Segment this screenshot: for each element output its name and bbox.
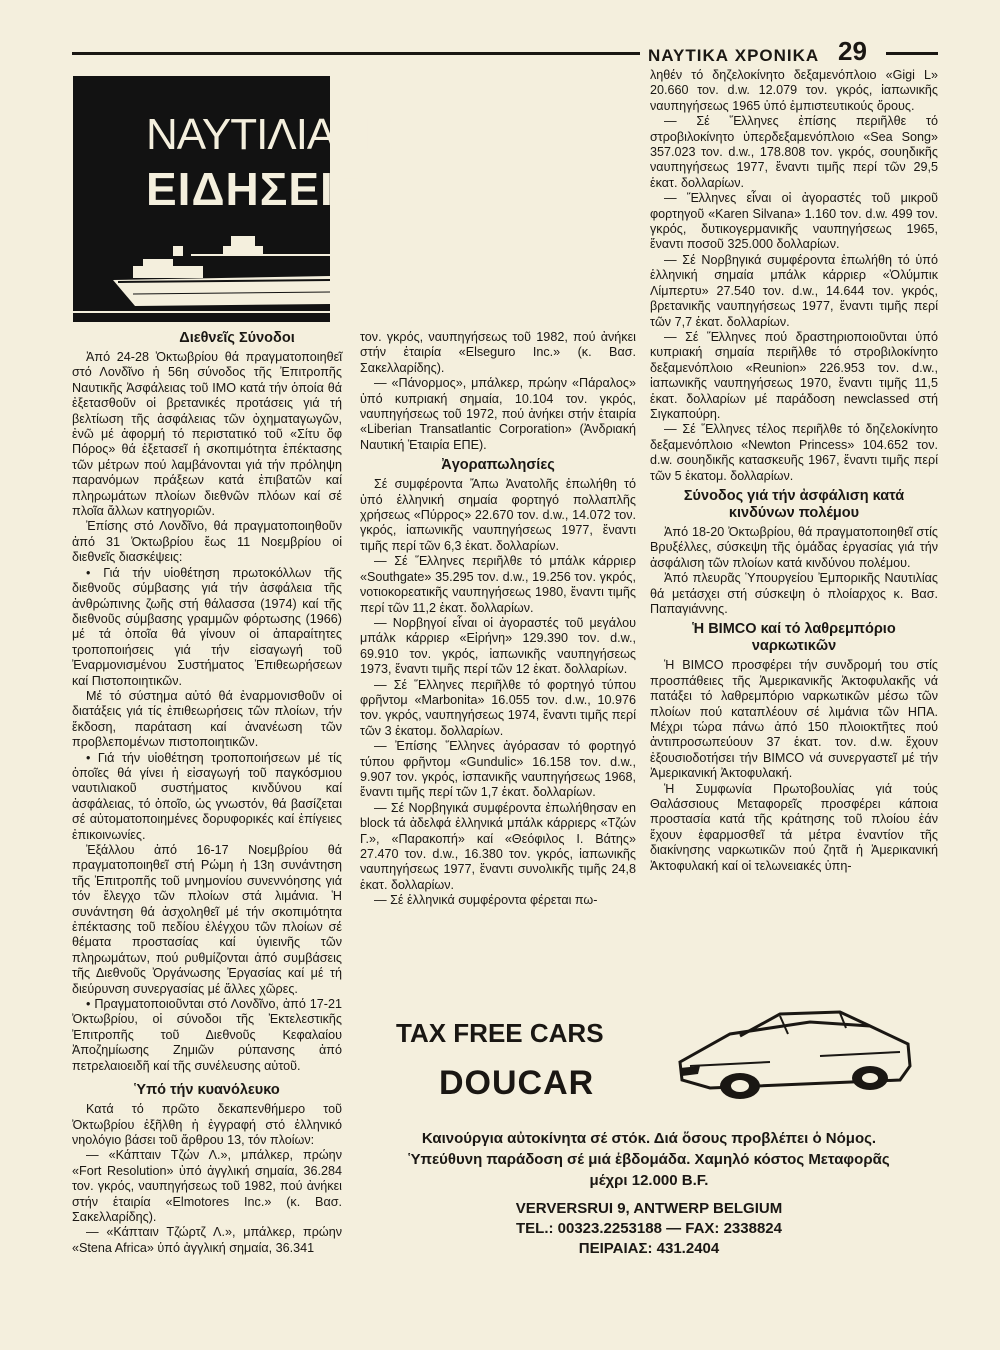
paragraph: • Πραγματοποιοῦνται στό Λονδῖνο, ἀπό 17-21 Ὀκτωβρίου, οἱ σύνοδοι τῆς Ἐκτελεστικῆς Ἐπιτροπῆς τοῦ Διεθνοῦς Κεφαλαίου Ἀποζημίωσης Ζημιῶν ρύπανσης ἀπό πετρελαιοειδῆ καί τῆς συνέλευσης αὐτοῦ. xyxy=(72,997,342,1073)
paragraph: Ἀπό 18-20 Ὀκτωβρίου, θά πραγματοποιηθεῖ στίς Βρυξέλλες, σύσκεψη τῆς ὁμάδας ἐργασίας γιά τήν ἀσφάλιση τῶν πλοίων κατά κινδύνου πολέμου. xyxy=(650,524,938,570)
paragraph: — Σέ Ἕλληνες ἐπίσης περιῆλθε τό στροβιλοκίνητο ὑπερδεξαμενόπλοιο «Sea Song» 357.023 τον. d.w., 178.808 τον. γκρός, σουηδικῆς ναυπηγήσεως 1977, ἔναντι τιμῆς περί τῶν 29,5 ἑκατ. δολλαρίων. xyxy=(650,114,938,190)
ad-line-3: μέχρι 12.000 B.F. xyxy=(589,1172,709,1189)
heading-sales-purchases: Ἀγοραπωλησίες xyxy=(441,457,555,474)
heading-bimco-drugs: Ἡ BIMCO καί τό λαθρεμπόριο ναρκωτικῶν xyxy=(692,621,896,655)
paragraph: — Σέ ἑλληνικά συμφέροντα φέρεται πω- xyxy=(374,893,598,908)
heading-war-risk-insurance: Σύνοδος γιά τήν ἀσφάλιση κατά κινδύνων πολέμου xyxy=(683,487,905,521)
paragraph: • Γιά τήν υἱοθέτηση πρωτοκόλλων τῆς διεθνοῦς σύμβασης γιά τήν ἀσφάλεια τῆς ἀνθρώπινης ζωῆς στή θάλασσα (1974) καί τῆς διεθνοῦς σύμβασης γραμμῶν φόρτωσης (1966) μέ τά ὁποῖα θά γίνουν οἱ ἀπαραίτητες τροποποιήσεις γιά τήν εἰσαγωγή τοῦ Ἐναρμονισμένου Συστήματος Ἐπιθεωρήσεων καί Πιστοποιητικῶν. xyxy=(72,565,342,688)
paragraph: Ἡ BIMCO προσφέρει τήν συνδρομή του στίς προσπάθειες τῆς Ἀμερικανικῆς Ἀκτοφυλακῆς νά πατάξει τό λαθρεμπόριο ναρκωτικῶν μέσω τῶν πλοίων πού καταπλέουν σέ λιμάνια τῶν ΗΠΑ. Μέχρι τώρα πάνω ἀπό 150 πλοιοκτῆτες πού ἀντιπροσωπεύουν 37 ἑκατ. τον. d.w. ἔχουν ἐξουσιοδοτήσει τήν BIMCO νά συνεργαστεῖ μέ τήν Ἀμερικανική Ἀκτοφυλακή. xyxy=(650,658,938,781)
ship-illustration xyxy=(73,76,330,322)
page-number: 29 xyxy=(838,36,867,66)
ad-telephone: TEL.: 00323.2253188 — FAX: 2338824 xyxy=(515,1220,782,1237)
paragraph: τον. γκρός, ναυπηγήσεως τοῦ 1982, πού ἀνήκει στήν ἑταιρία «Elseguro Inc.» (κ. Βασ. Σακελλαρίδης). xyxy=(360,330,636,375)
paragraph: — Σέ Ἕλληνες περιῆλθε τό μπάλκ κάρριερ «Southgate» 35.295 τον. d.w., 19.256 τον. γκρός, νοτιοκορεατικῆς ναυπηγήσεως 1980, ἔναντι τιμῆς περί τῶν 11,2 ἑκατ. δολλαρίων. xyxy=(360,554,636,615)
doucar-advertisement xyxy=(360,1000,938,1260)
paragraph: — Νορβηγοί εἶναι οἱ ἀγοραστές τοῦ μεγάλου μπάλκ κάρριερ «Εἰρήνη» 129.390 τον. d.w., 69.910 τον. γκρός, ἰαπωνικῆς ναυπηγήσεως 1973, ἔναντι τιμῆς περί τῶν 12 ἑκατ. δολλαρίων. xyxy=(360,615,636,677)
column-2 xyxy=(360,330,636,909)
paragraph: Σέ συμφέροντα Ἄπω Ἀνατολῆς ἐπωλήθη τό ὑπό ἑλληνική σημαία φορτηγό πολλαπλῆς χρήσεως «Πύρρος» 22.670 τον. d.w., 14.072 τον. γκρός, ἰαπωνικῆς ναυπηγήσεως 1977, ἔναντι τιμῆς περί τῶν 6,3 ἑκατ. δολλαρίων. xyxy=(360,477,636,553)
paragraph: — Ἕλληνες εἶναι οἱ ἀγοραστές τοῦ μικροῦ φορτηγοῦ «Karen Silvana» 1.160 τον. d.w. 499 τον. γκρός, δυτικογερμανικῆς ναυπηγήσεως 1965, ἔναντι ποσοῦ 325.000 δολλαρίων. xyxy=(650,191,938,252)
paragraph: — «Κάπταιν Τζών Λ.», μπάλκερ, πρώην «Fort Resolution» ὑπό ἀγγλική σημαία, 36.284 τον. γκρός, ναυπηγήσεως τοῦ 1982, πού ἀνήκει στήν ἑταιρία «Elmotores Inc.» (κ. Βασ. Σακελλαρίδης). xyxy=(72,1148,342,1224)
paragraph: — Ἐπίσης Ἕλληνες ἀγόρασαν τό φορτηγό τύπου φρῆντομ «Gundulic» 16.158 τον. d.w., 9.907 τον. γκρός, ἰσπανικῆς ναυπηγήσεως 1968, ἔναντι τιμῆς περί τῶν 1,7 ἑκατ. δολλαρίων. xyxy=(360,739,636,800)
news-banner xyxy=(73,76,419,322)
ad-piraeus: ΠΕΙΡΑΙΑΣ: 431.2404 xyxy=(578,1240,720,1257)
ad-title: TAX FREE CARS xyxy=(396,1018,604,1048)
paragraph: — «Κάπταιν Τζώρτζ Λ.», μπάλκερ, πρώην «Stena Africa» ὑπό ἀγγλική σημαία, 36.341 xyxy=(72,1225,342,1255)
ad-address: VERVERSRUI 9, ANTWERP BELGIUM xyxy=(515,1200,783,1217)
paragraph: Ἀπό πλευρᾶς Ὑπουργείου Ἐμπορικῆς Ναυτιλίας θά μετάσχει στή σύσκεψη ὁ πλοίαρχος κ. Βασ. Παπαγιάννης. xyxy=(650,571,938,616)
ad-line-1: Καινούργια αὐτοκίνητα σέ στόκ. Διά ὅσους προβλέπει ὁ Νόμος. xyxy=(421,1130,877,1147)
ad-brand: DOUCAR xyxy=(439,1064,595,1102)
paragraph: Ἐπίσης στό Λονδῖνο, θά πραγματοποιηθοῦν ἀπό 31 Ὀκτωβρίου ἕως 11 Νοεμβρίου οἱ διεθνεῖς διασκέψεις: xyxy=(72,519,342,565)
header-rule-left xyxy=(72,52,640,55)
heading-international-meetings: Διεθνεῖς Σύνοδοι xyxy=(179,330,295,346)
section-title: ΝΑΥΤΙΚΑ ΧΡΟΝΙΚΑ xyxy=(648,46,820,65)
paragraph: — Σέ Νορβηγικά συμφέροντα ἐπωλήθησαν en block τά ἀδελφά ἑλληνικά μπάλκ κάρριερς «Τζών Γ.», «Παρακοπή» καί «Θεόφιλος Ι. Βάτης» 27.470 τον. d.w., 16.380 τον. γκρός, ἰαπωνικῆς ναυπηγήσεως 1977, ἔναντι συνολικῆς τιμῆς 24,8 ἑκατ. δολλαρίων. xyxy=(360,800,636,892)
header-rule-right xyxy=(886,52,938,55)
paragraph: Κατά τό πρῶτο δεκαπενθήμερο τοῦ Ὀκτωβρίου ἐξῆλθη ἡ ἐγγραφή στό ἑλληνικό νηολόγιο βάσει τοῦ ἄρθρου 13, τόν πλοίων: xyxy=(72,1102,342,1147)
paragraph: Ἐξάλλου ἀπό 16-17 Νοεμβρίου θά πραγματοποιηθεῖ στή Ρώμη ἡ 13η συνάντηση τῆς Ἐπιτροπῆς τοῦ μνημονίου συνεννόησης γιά τόν ἔλεγχο τῶν πλοίων στά λιμάνια. Ἡ συνάντηση θά ἀσχοληθεῖ μέ τήν σκοπιμότητα ἐπέκτασης τοῦ πεδίου ἐλέγχου τῶν πλοίων σέ θέματα προστασίας καί ὑγιεινῆς τῶν πληρωμάτων, πού ρυθμίζονται ἀπό συμβάσεις τῆς Διεθνοῦς Ὀργάνωσης Ἐργασίας καί μέ τή διεύρυνση συνεργασίας μέ ἄλλες χῶρες. xyxy=(72,843,342,996)
car-illustration xyxy=(670,1004,920,1114)
banner-title-line2: ΕΙΔΗΣΕΙΣ xyxy=(146,163,363,215)
column-1 xyxy=(72,326,342,1256)
paragraph: • Γιά τήν υἱοθέτηση τροποποιήσεων μέ τίς ὁποῖες θά γίνει ἡ εἰσαγωγή τοῦ παγκόσμιου ναυτιλιακοῦ συστήματος κινδύνου καί ἀσφάλειας, τό ὁποῖο, ὡς γνωστόν, θά βασίζεται σέ αὐτοματοποιημένες δορυφορικές καί ἐπίγειες ἐπικοινωνίες. xyxy=(72,750,342,842)
paragraph: — Σέ Ἕλληνες περιῆλθε τό φορτηγό τύπου φρῆντομ «Marbonita» 16.055 τον. d.w., 10.976 τον. γκρός, ναυπηγήσεως 1974, ἔναντι τιμῆς περί τῶν 3 ἑκατομ. δολλαρίων. xyxy=(360,677,636,738)
column-3 xyxy=(650,68,938,874)
paragraph: — Σέ Νορβηγικά συμφέροντα ἐπωλήθη τό ὑπό ἑλληνική σημαία μπάλκ κάρριερ «Ὀλύμπικ Λίμπερτυ» 27.540 τον. d.w., 14.644 τον. γκρός, βρετανικῆς ναυπηγήσεως 1977, ἔναντι τιμῆς περί τῶν 7,7 ἑκατ. δολλαρίων. xyxy=(650,252,938,329)
paragraph: — «Πάνορμος», μπάλκερ, πρώην «Πάραλος» ὑπό κυπριακή σημαία, 10.104 τον. γκρός, ναυπηγήσεως τοῦ 1972, πού ἀνήκει στήν ἑταιρία «Liberian Transatlantic Corporation» (Ἀνδριακή Ναυτική Ἑταιρία ΕΠΕ). xyxy=(360,376,636,452)
paragraph: Ἡ Συμφωνία Πρωτοβουλίας γιά τούς Θαλάσσιους Μεταφορεῖς προσφέρει κάποια προστασία κατά τῆς κράτησης τοῦ πλοίου ἐάν ἔχουν ἐφαρμοσθεῖ τά μέτρα ἐναντίον τῆς διακίνησης ναρκωτικῶν πού ζητᾶ ἡ Ἀμερικανική Ἀκτοφυλακή καί οἱ τελωνειακές ὑπη- xyxy=(650,781,938,873)
paragraph: Ἀπό 24-28 Ὀκτωβρίου θά πραγματοποιηθεῖ στό Λονδῖνο ἡ 56η σύνοδος τῆς Ἐπιτροπῆς Ναυτικῆς Ἀσφάλειας τοῦ ΙΜΟ κατά τήν ὁποία θά ἐξετασθοῦν οἱ βρετανικές προτάσεις γιά τή βελτίωση τῆς ἀσφάλειας τῶν ὀχηματαγωγῶν, ἐνῶ μέ ἀφορμή τό περιστατικό τοῦ «Σίτυ ὄφ Πόρος» θά ἐξετασεῖ ἡ σκοπιμότητα ἐπέκτασης τῶν μέτρων πού λαμβάνονται γιά τήν πρόληψη παρανόμων πράξεων κατά ἐπιβατῶν καί πληρωμάτων πλοίων διεθνῶν πλόων καί σέ πλοῖα ἄλλων κατηγοριῶν. xyxy=(72,350,342,519)
heading-under-greek-flag: Ὑπό τήν κυανόλευκο xyxy=(134,1082,280,1099)
paragraph: — Σέ Ἕλληνες πού δραστηριοποιοῦνται ὑπό κυπριακή σημαία περιῆλθε τό στροβιλοκίνητο δεξαμενόπλοιο «Reunion» 226.953 τον. d.w., ἰαπωνικῆς ναυπηγήσεως 1970, ἔναντι τιμῆς 11,5 ἑκατ. δολλαρίων μέ παράδοση newclassed στή Σιγκαπούρη. xyxy=(650,329,938,421)
ad-line-2: Ὑπεύθυνη παράδοση σέ μιά ἑβδομάδα. Χαμηλό κόστος Μεταφορᾶς xyxy=(408,1151,890,1168)
banner-title-line1: ΝΑΥΤΙΛΙΑΚΕΣ xyxy=(146,110,419,159)
paragraph: — Σέ Ἕλληνες τέλος περιῆλθε τό δηζελοκίνητο δεξαμενόπλοιο «Newton Princess» 104.652 τον. d.w. σουηδικῆς κατασκευῆς 1967, ἔναντι τιμῆς περί τῶν 5 ἑκατομ. δολλαρίων. xyxy=(650,422,938,483)
paragraph: Μέ τό σύστημα αὐτό θά ἐναρμονισθοῦν οἱ διατάξεις γιά τίς ἐπιθεωρήσεις τῶν πλοίων, τήν ἔκδοση, παράταση καί ἀνανέωση τῶν προβλεπομένων πιστοποιητικῶν. xyxy=(72,688,342,750)
paragraph: ληθέν τό δηζελοκίνητο δεξαμενόπλοιο «Gigi L» 20.660 τον. d.w. 12.079 τον. γκρός, ἰαπωνικῆς ναυπηγήσεως 1965 ὑπό ἐμπιστευτικούς ὅρους. xyxy=(650,68,938,113)
